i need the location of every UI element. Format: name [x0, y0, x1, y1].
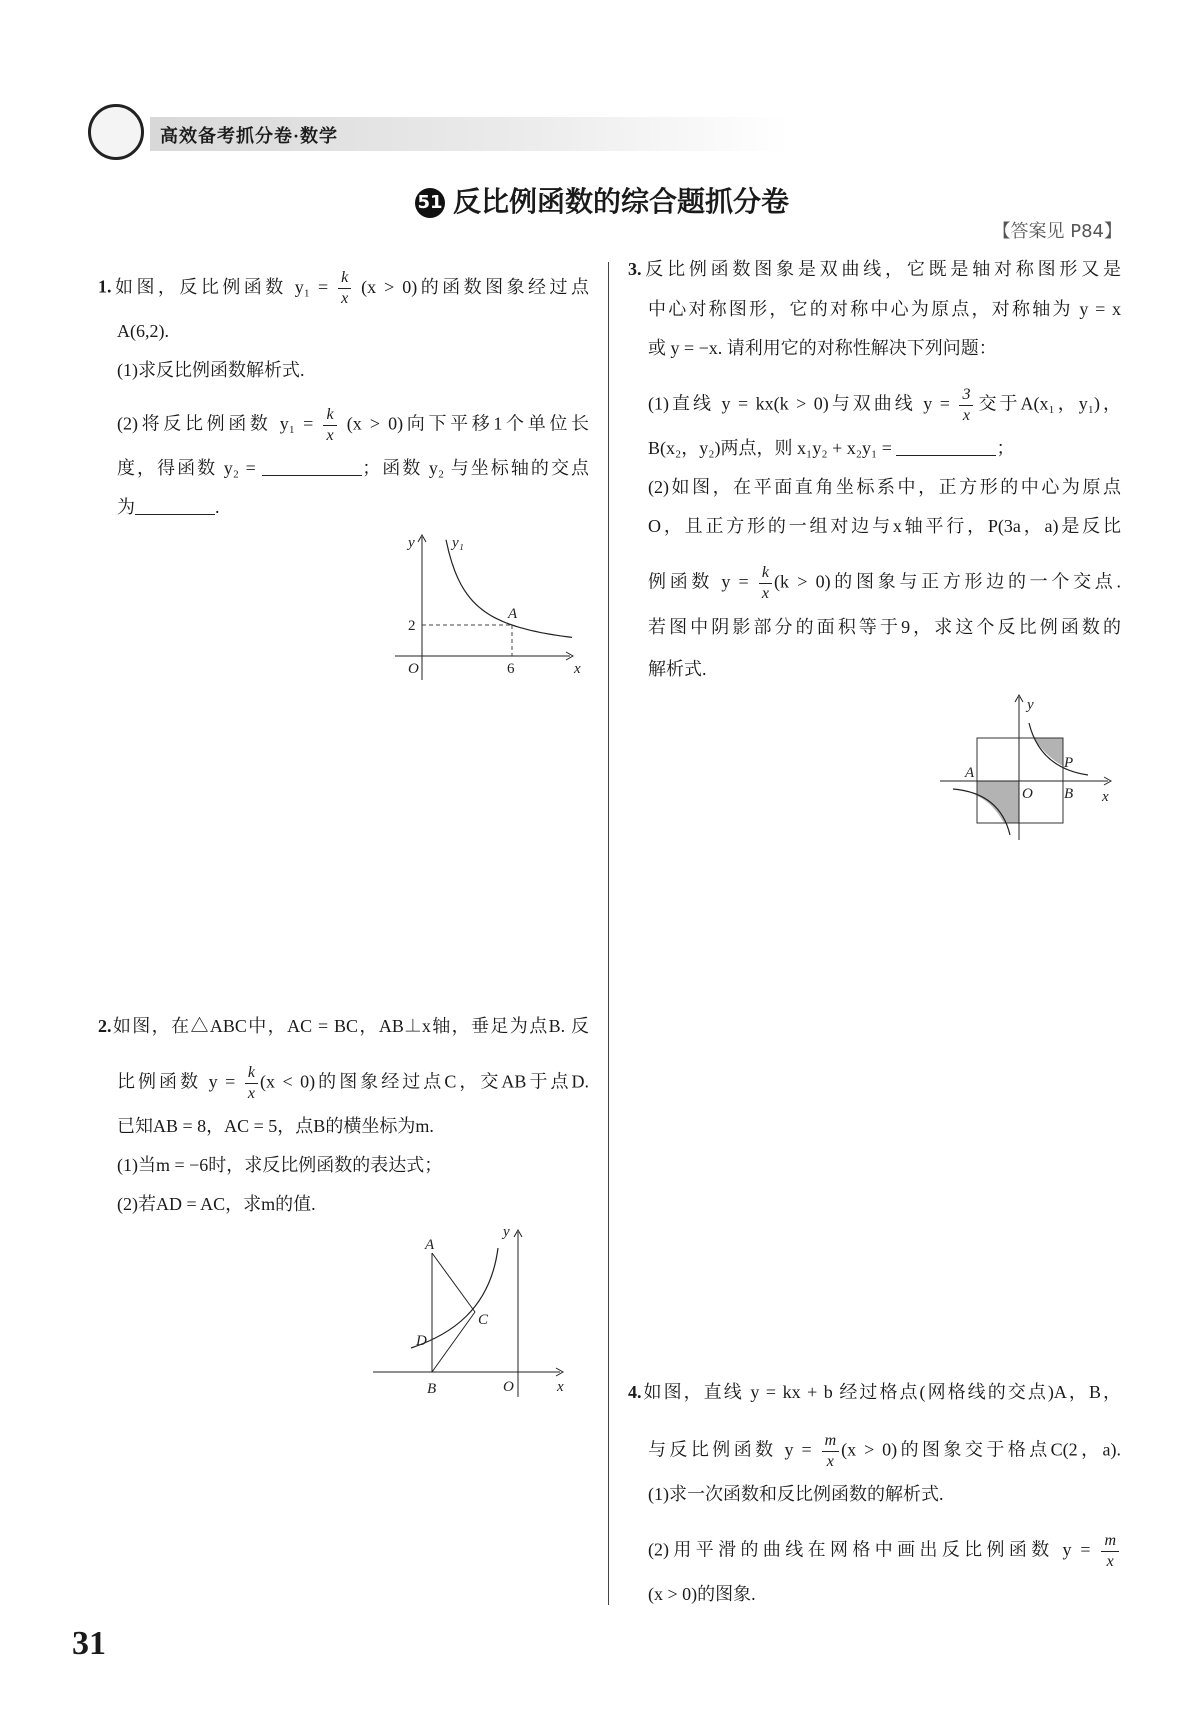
label-x: x: [574, 661, 581, 677]
label-O: O: [503, 1379, 514, 1395]
q1-line: [117, 494, 589, 520]
q3-line: [648, 385, 1121, 426]
q4-line: [648, 1481, 1121, 1507]
text-segment: (2)用平滑的曲线在网格中画出反比例函数 y =: [648, 1539, 1100, 1560]
numerator: m: [822, 1431, 840, 1452]
text-segment: 或 y = −x. 请利用它的对称性解决下列问题：: [648, 338, 997, 358]
text-segment: (1)当m = −6时，求反比例函数的表达式；: [117, 1155, 443, 1175]
segment-BC: [432, 1312, 475, 1372]
q3-line: [648, 614, 1121, 640]
label-O: O: [1022, 786, 1033, 802]
label-O: O: [408, 661, 419, 677]
publisher-logo: [88, 104, 144, 160]
q1-line: [98, 268, 589, 309]
text-segment: ；: [996, 438, 1015, 458]
label-x: x: [1102, 789, 1109, 805]
q4-line: [648, 1531, 1121, 1572]
text-segment: (2)如图，在平面直角坐标系中，正方形的中心为原点: [648, 477, 1121, 497]
answer-blank: [896, 437, 996, 456]
page-title-text: 反比例函数的综合题抓分卷: [452, 185, 789, 218]
label-y: y: [503, 1224, 510, 1240]
text-segment: 度，得函数 y₂ =: [117, 458, 263, 478]
text-segment: (x > 0)的图象.: [648, 1584, 756, 1604]
numerator: k: [323, 405, 336, 426]
text-segment: 已知AB = 8，AC = 5，点B的横坐标为m.: [117, 1116, 434, 1136]
text-segment: 若图中阴影部分的面积等于9，求这个反比例函数的: [648, 617, 1121, 637]
label-A: A: [425, 1237, 435, 1253]
answer-blank: [135, 496, 215, 515]
shaded-region-top-right: [1033, 738, 1063, 766]
segment-AC: [432, 1253, 475, 1312]
text-segment: (1)求反比例函数解析式.: [117, 360, 305, 380]
label-6: 6: [507, 661, 515, 677]
unit-number-badge: 51: [415, 188, 445, 218]
label-A: A: [965, 765, 975, 781]
label-x: x: [557, 1379, 564, 1395]
q2-line: [117, 1113, 589, 1139]
fraction: [323, 405, 336, 446]
denominator: x: [247, 1085, 255, 1102]
label-y: y: [1027, 697, 1034, 713]
page-number: 31: [72, 1625, 106, 1662]
answer-reference: 【答案见 P84】: [992, 221, 1122, 242]
book-title: 高效备考抓分卷·数学: [160, 126, 339, 146]
text-segment: 如图，在△ABC中，AC = BC，AB⊥x轴，垂足为点B. 反: [111, 1016, 589, 1036]
q2-line: [117, 1152, 589, 1178]
question-number: 3.: [628, 259, 642, 279]
numerator: k: [759, 563, 772, 584]
denominator: x: [962, 407, 970, 424]
label-A: A: [508, 606, 518, 622]
text-segment: 中心对称图形，它的对称中心为原点，对称轴为 y = x: [648, 299, 1121, 319]
q4-line: [628, 1379, 1121, 1405]
label-y1: y₁: [452, 535, 464, 551]
label-y: y: [408, 535, 415, 551]
text-segment: 如图，反比例函数 y₁ =: [111, 276, 337, 297]
text-segment: O，且正方形的一组对边与x轴平行，P(3a，a)是反比: [648, 516, 1121, 536]
denominator: x: [341, 290, 349, 307]
q3-line: [648, 435, 1121, 461]
q1-line: [117, 405, 589, 446]
denominator: x: [1106, 1553, 1114, 1570]
q3-line: [648, 563, 1121, 604]
fraction: [338, 268, 351, 309]
q4-line: [648, 1581, 1121, 1607]
text-segment: 交于A(x₁，y₁)，: [975, 393, 1121, 414]
denominator: x: [826, 1453, 834, 1470]
denominator: x: [761, 585, 770, 602]
text-segment: B(x₂，y₂)两点，则 x₁y₂ + x₂y₁ =: [648, 438, 897, 458]
q2-line: [117, 1063, 589, 1104]
q3-figure: [930, 690, 1130, 860]
text-segment: 与反比例函数 y =: [648, 1439, 820, 1460]
q2-line: [98, 1013, 589, 1039]
q3-line: [628, 256, 1121, 282]
text-segment: (2)若AD = AC，求m的值.: [117, 1194, 316, 1214]
text-segment: .: [215, 497, 220, 517]
fraction: [245, 1063, 258, 1104]
numerator: m: [1101, 1531, 1119, 1552]
q1-line: [117, 357, 589, 383]
q1-figure: [380, 520, 600, 700]
fraction: [759, 563, 772, 604]
numerator: k: [245, 1063, 258, 1084]
text-segment: 反比例函数图象是双曲线，它既是轴对称图形又是: [641, 259, 1121, 279]
text-segment: 如图，直线 y = kx + b 经过格点(网格线的交点)A，B，: [641, 1382, 1121, 1402]
text-segment: (1)直线 y = kx(k > 0)与双曲线 y =: [648, 393, 958, 414]
text-segment: (2)将反比例函数 y₁ =: [117, 413, 322, 434]
hyperbola-curve: [446, 540, 572, 638]
label-B: B: [427, 1381, 437, 1397]
text-segment: (x > 0)的函数图象经过点: [353, 276, 589, 297]
text-segment: (x > 0)的图象交于格点C(2，a).: [841, 1439, 1121, 1460]
label-C: C: [478, 1312, 489, 1328]
text-segment: A(6,2).: [117, 321, 169, 341]
q3-line: [648, 513, 1121, 539]
numerator: k: [338, 268, 351, 289]
text-segment: (x > 0)向下平移1个单位长: [338, 413, 590, 434]
text-segment: (x < 0)的图象经过点C，交AB于点D.: [259, 1071, 589, 1092]
question-number: 4.: [628, 1382, 642, 1402]
fraction: [959, 385, 973, 426]
fraction: [1101, 1531, 1119, 1572]
denominator: x: [326, 427, 334, 444]
text-segment: 为: [117, 497, 135, 517]
q3-line: [648, 474, 1121, 500]
label-B: B: [1064, 786, 1074, 802]
q1-line: [117, 455, 589, 481]
q3-line: [648, 335, 1121, 361]
question-number: 2.: [98, 1016, 112, 1036]
q3-line: [648, 296, 1121, 322]
fraction: [822, 1431, 840, 1472]
shaded-region-bottom-left: [977, 781, 1019, 823]
answer-blank: [262, 457, 362, 476]
numerator: 3: [959, 385, 973, 406]
q4-line: [648, 1431, 1121, 1472]
question-number: 1.: [98, 276, 112, 297]
text-segment: (k > 0)的图象与正方形边的一个交点.: [774, 571, 1121, 592]
label-D: D: [416, 1333, 427, 1349]
q3-line: [648, 656, 1121, 682]
label-2: 2: [408, 618, 416, 634]
text-segment: 解析式.: [648, 659, 707, 679]
label-P: P: [1064, 755, 1074, 771]
q2-figure: [370, 1220, 610, 1420]
text-segment: 比例函数 y =: [117, 1071, 243, 1092]
q1-line: [117, 318, 589, 344]
text-segment: (1)求一次函数和反比例函数的解析式.: [648, 1484, 944, 1504]
text-segment: 例函数 y =: [648, 571, 757, 592]
q2-line: [117, 1191, 589, 1217]
text-segment: ；函数 y₂ 与坐标轴的交点: [362, 458, 589, 478]
page-title: [0, 180, 1204, 220]
